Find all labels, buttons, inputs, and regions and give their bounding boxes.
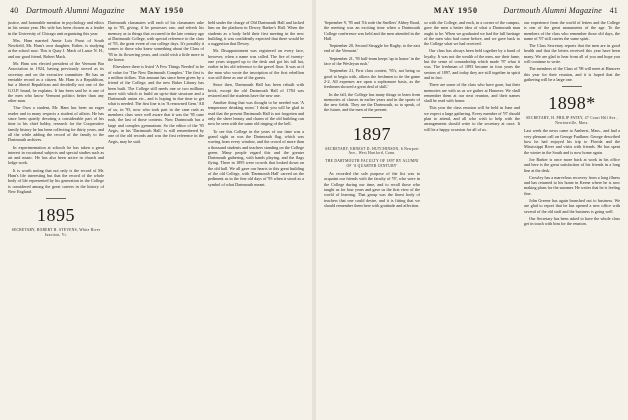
right-page-header (326, 6, 618, 18)
paragraph: John Greene has again branched out to business. We are glad to report that he has opened a new office with several of the old staff and the business is going well. (524, 198, 620, 214)
paragraph: held under the charge of Old Dartmouth Hall and lacked him on the platform in Dewey Barker's Hall. When the students as a body held their first meeting in the new building, it was confidently expected that there would be a suggestion that Dewey. (208, 20, 304, 47)
paragraph: There are some of the class who have gone, but their memories are with us as we gather at Hanover. We shall remember them at our next reunion, and their names shall be read with honor. (424, 82, 520, 104)
paragraph: Our class has always been held together by a bond of loyalty. It was not the wealth of the men, nor their fame, but the sense of comradeship which made '97 what it was. The freshman of 1893 became in four years the seniors of 1897, and today they are still together in spirit and in fact. (424, 48, 520, 80)
class-secretary-line: SECRETARY, H. PHILIP PATEY, 47 Court Hill Ave., Newtonville, Mass. (526, 116, 618, 125)
paragraph: It is worth noting that not only is the record of Mr. Ham's life interesting but that the record of the whole body of life represented by his generation in the College is considered among the great careers in the history of New England. (8, 167, 104, 194)
paragraph: Last week the news came to Amherst, Mass., and had a very pleasant call on George Faulkner. George described how he had enjoyed his trip to Florida and the Mississippi River and visits with friends. He has spent the winter in the South and is now home again. (524, 128, 620, 155)
issue-date: MAY 1950 (433, 6, 478, 15)
left-column-1 (8, 20, 104, 416)
paragraph: In the fall, the College has many things to learn from memories of classes in earlier years and in the sports of the new fields. They are the Dartmouth, so to speak, of the future, and the men of the present. (324, 91, 420, 113)
paragraph: so with the College, and each, in a corner of the campus, gave the men a better idea of what a Dartmouth man ought to be. When we graduated we had the full heritage of the men who had come before, and we gave back to the College what we had received. (424, 20, 520, 47)
paragraph: Our Secretary has been asked to have the whole class get in touch with him for the reunion. (524, 215, 620, 227)
paragraph: 'September 20, Second Struggle for Rugby, to the east end of the Vermont.' (324, 43, 420, 54)
class-secretary-line: SECRETARY, ROBERT H. STEVENS, White River Junction, Vt. (11, 228, 101, 237)
paragraph: Since then, Dartmouth Hall has been rebuilt with brick, except the old Dartmouth Hall of 1784 was restored and the students have the new one. (208, 82, 304, 98)
paragraph: justice, and honorable mention in psychology and ethics in his senior year. His wife has been chosen as a leader in the University of Chicago unit organizing this year. (8, 20, 104, 36)
left-column-2 (108, 20, 204, 416)
paragraph: Joe Barker is once more back at work in his office and here is the great satisfaction of his friends in a long line at the desk. (524, 156, 620, 173)
paragraph: 'September 21, First class contest, '95's, not being so good to begin with, allows the freshmen to tie the game 2-2. All expenses are upon a sophomore basis, as the freshmen showed a great deal of skill.' (324, 68, 420, 90)
class-secretary-line: SECRETARY, ERNEST D. HUTCHINSON, 6 Newport Ave., West Hartford, Conn. (325, 146, 419, 156)
paragraph: As recorded the sole purpose of the list was to acquaint our friends with the faculty of '97, who were in the College during our time, and to recall those who taught us for four years and gave us the first view of the world of learning. That group was the finest body of teachers that one could desire, and it is fitting that we should remember them here with gratitude and affection. (324, 171, 420, 208)
page-number: 41 (609, 6, 618, 15)
right-column-1 (324, 20, 420, 416)
paragraph: Dartmouth classmates will each of his classmates rake up to '95, giving, if he possesses one, and refresh his memory as to things that occurred in the late century ago at Dartmouth College, with special reference to the class of '95, the great event of our college days. It's possibly it comes to those who knew something about the Class of '95 in its flowering years, and could wish a little more to the honor. (108, 20, 204, 63)
class-year-heading-1897: 1897 (353, 123, 391, 144)
issue-date: MAY 1950 (140, 6, 185, 15)
page-number: 40 (10, 6, 19, 15)
paragraph: The Class Secretary reports that the men are in good health and that the letters received this year have been many. We are glad to hear from all of you and hope you will continue to write. (524, 43, 620, 65)
paragraph: The members of the Class of '98 will meet at Hanover this year for their reunion, and it is hoped that the gathering will be a large one. (524, 66, 620, 82)
magazine-title: Dartmouth Alumni Magazine (503, 6, 602, 15)
left-page-header (10, 6, 302, 18)
paragraph: To see this College in the years of our time was a grand sight as was the Dartmouth flag, which was waving from every window, and the crowd of more than a thousand students and teachers standing on the College green. Many people regard this and the greater Dartmouth gathering, with bands playing, and the flags flying. There in 1895 were crowds that looked down on the old hall. We all gave our hearts to this great building of the old College, with 'Dartmouth Hall' carved on the pediment as in the fine old days of '95 when it stood as a symbol of what Dartmouth meant. (208, 128, 304, 187)
paragraph: 'September 21, '95 half-team keeps 'up to honor' in the face of the Wesleyan rush.' (324, 55, 420, 67)
right-column-2 (424, 20, 520, 416)
paragraph: 'September 9, '95 and 7th rode the Snellers' Abbey Road, the meeting was an exciting time when a Dartmouth College conference was held and the men attended in the Hall. (324, 20, 420, 41)
section-divider (562, 86, 582, 87)
class-year-heading-1898: 1898* (548, 93, 596, 114)
magazine-title: Dartmouth Alumni Magazine (26, 6, 125, 15)
paragraph: This year the class reunion will be held in June and we expect a large gathering. Every member of '97 should plan to attend, and all who wish to help with the arrangements should write to the secretary at once. It will be a happy occasion for all of us. (424, 105, 520, 132)
paragraph: Mr. Ham was elected president of the Vermont Bar Association in 1924, having previously served as its secretary and on the executive committee. He has an enviable record as a citizen. Mr. Ham is a Republican, but a liberal Republican and decidedly not one of the G.O.P. brand, he explains. It has been said he is one of the men who know Vermont politics better than any other man. (8, 61, 104, 104)
section-divider (362, 117, 382, 118)
paragraph: Mrs. Ham married Annie Lois Prout of South Newfield, Mr. Ham's own daughter, Esther, is studying at the school now. This is Quay J. Mack of Lance N. H., and our good friend, Robert Mack. (8, 37, 104, 59)
left-page (0, 0, 312, 420)
paragraph: Another thing that was thought to be needed was 'A temperance drinking room.' I think you will be glad to read that the present Dartmouth Hall is not forgotten and only the sheer beauty and charm of the old building can now be seen with the same old ringing of the bell. (208, 100, 304, 127)
section-subheading: THE DARTMOUTH FACULTY OF 1897 BY ALUMNI OF 'A QUARTER CENTURY' (325, 158, 419, 168)
paragraph: our experience from the world of letters and the College is one of the great monuments of the age. To the members of the class who remember those old days, the name of '97 still carries the same spirit. (524, 20, 620, 41)
right-page (316, 0, 628, 420)
paragraph: Elsewhere there is listed 'A Few Things Needed' to be of value for 'The New Dartmouth Complex.' The first is a million dollars. This amount has since been given by a friend of the College, and the new Baker Library has been built. The College still needs one or two millions more with which to build an up-to-date structure and a Dartmouth union etc., and is hoping in due time to get what is needed. The first line is in 'A renowned Gem.' All of us, in '95, now who took part in the cane rush as members class were well aware that it was the '95 cane rush, the last of those contests. Now Dartmouth has a large and complex gymnasium. So the editor of the '95 Aegis, in his 'Dartmouth Hall,' is still remembered by one of the old records and was the first reference in the Aegis, may be said. (108, 64, 204, 144)
section-divider (46, 198, 66, 199)
paragraph: In experimentation at schools he has taken a great interest in vocational subjects and special studies such as art and music. He has also been active in church and lodge work. (8, 144, 104, 166)
left-column-3 (208, 20, 304, 416)
paragraph: 'Our Own a student, Mr. Ham has been an eager reader and in many respects a student of affairs. He has since been quietly devoting a considerable part of his time to his chief hobby, research for the Cooperative family history he has been collecting for thirty years, and all the while adding the record of the family to the Dartmouth archives. (8, 105, 104, 143)
right-column-3 (524, 20, 620, 416)
paragraph: Crowley has a marvelous recovery from a long illness and has returned to his home in Keene where he is now making plans for the summer. He writes that he is feeling fine. (524, 174, 620, 196)
class-year-heading-1895: 1895 (37, 205, 75, 226)
paragraph: Mr. Disappointment was registered on every face, however, when a name was called. The fire of twenty-one years stopped up to the desk and got his tall hat, earlier in his old reference to the gravel floor. It was as if the man who wrote the inscription of the first rebellion was still there as one of the guests. (208, 48, 304, 80)
